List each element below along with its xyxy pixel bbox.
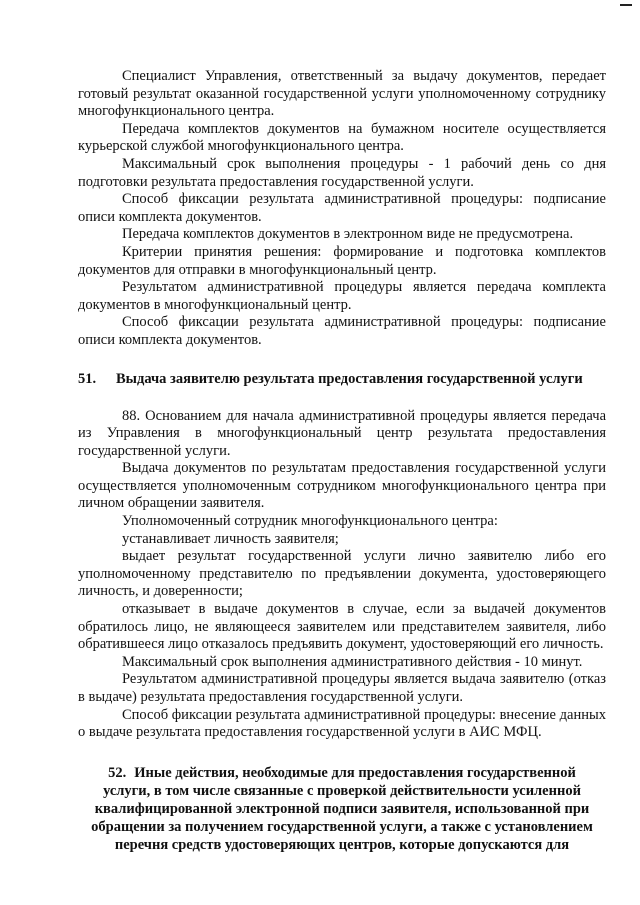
paragraph: Максимальный срок выполнения процедуры - 1 рабочий день со дня подготовки результата предоставления государственной услуги.: [78, 155, 606, 190]
paragraph: Результатом административной процедуры является выдача заявителю (отказ в выдаче) результата предоставления государственной услуги.: [78, 671, 606, 705]
section-number: 51.: [78, 370, 97, 387]
paragraph: отказывает в выдаче документов в случае, если за выдачей документов обратилось лицо, не являющееся заявителем или представителем заявителя, либо обратившееся лицо отказалось предъявить документ, удостоверяющий его личность.: [78, 601, 606, 653]
section-title: Иные действия, необходимые для предоставления государственной услуги, в том числе связанные с проверкой действительности усиленной квалифицированной электронной подписи заявителя, использованной при обращении за получением государственной услуги, а также с установлением перечня средств удостоверяющих центров, которые допускаются для: [91, 764, 593, 853]
paragraph: Передача комплектов документов на бумажном носителе осуществляется курьерской службой многофункционального центра.: [78, 120, 606, 155]
paragraph: Специалист Управления, ответственный за выдачу документов, передает готовый результат оказанной государственной услуги уполномоченному сотруднику многофункционального центра.: [78, 68, 606, 120]
paragraph: Способ фиксации результата административной процедуры: внесение данных о выдаче результата предоставления государственной услуги в АИС МФЦ.: [78, 706, 606, 741]
paragraph: Способ фиксации результата административной процедуры: подписание описи комплекта документов.: [78, 191, 606, 225]
paragraph: Результатом административной процедуры является передача комплекта документов в многофункциональный центр.: [78, 279, 606, 313]
paragraph: Выдача документов по результатам предоставления государственной услуги осуществляется уполномоченным сотрудником многофункционального центра при личном обращении заявителя.: [78, 460, 606, 512]
paragraph: устанавливает личность заявителя;: [122, 530, 339, 547]
section-heading-51: [78, 370, 606, 388]
paragraph: Передача комплектов документов в электронном виде не предусмотрена.: [122, 226, 574, 243]
paragraph: Максимальный срок выполнения административного действия - 10 минут.: [122, 653, 583, 670]
section-heading-52: [78, 764, 606, 854]
paragraph: выдает результат государственной услуги лично заявителю либо его уполномоченному представителю по предъявлении документа, удостоверяющего личность, и доверенности;: [78, 548, 606, 600]
scan-mark: [620, 4, 632, 6]
paragraph: 88. Основанием для начала административной процедуры является передача из Управления в многофункциональный центр результата предоставления государственной услуги.: [78, 407, 606, 459]
paragraph: Критерии принятия решения: формирование и подготовка комплектов документов для отправки в многофункциональный центр.: [78, 243, 606, 278]
section-number: 52.: [108, 764, 127, 781]
paragraph: Способ фиксации результата административной процедуры: подписание описи комплекта документов.: [78, 314, 606, 348]
paragraph: Уполномоченный сотрудник многофункционального центра:: [122, 513, 498, 530]
section-title: Выдача заявителю результата предоставления государственной услуги: [116, 370, 583, 387]
document-body: [78, 68, 606, 854]
